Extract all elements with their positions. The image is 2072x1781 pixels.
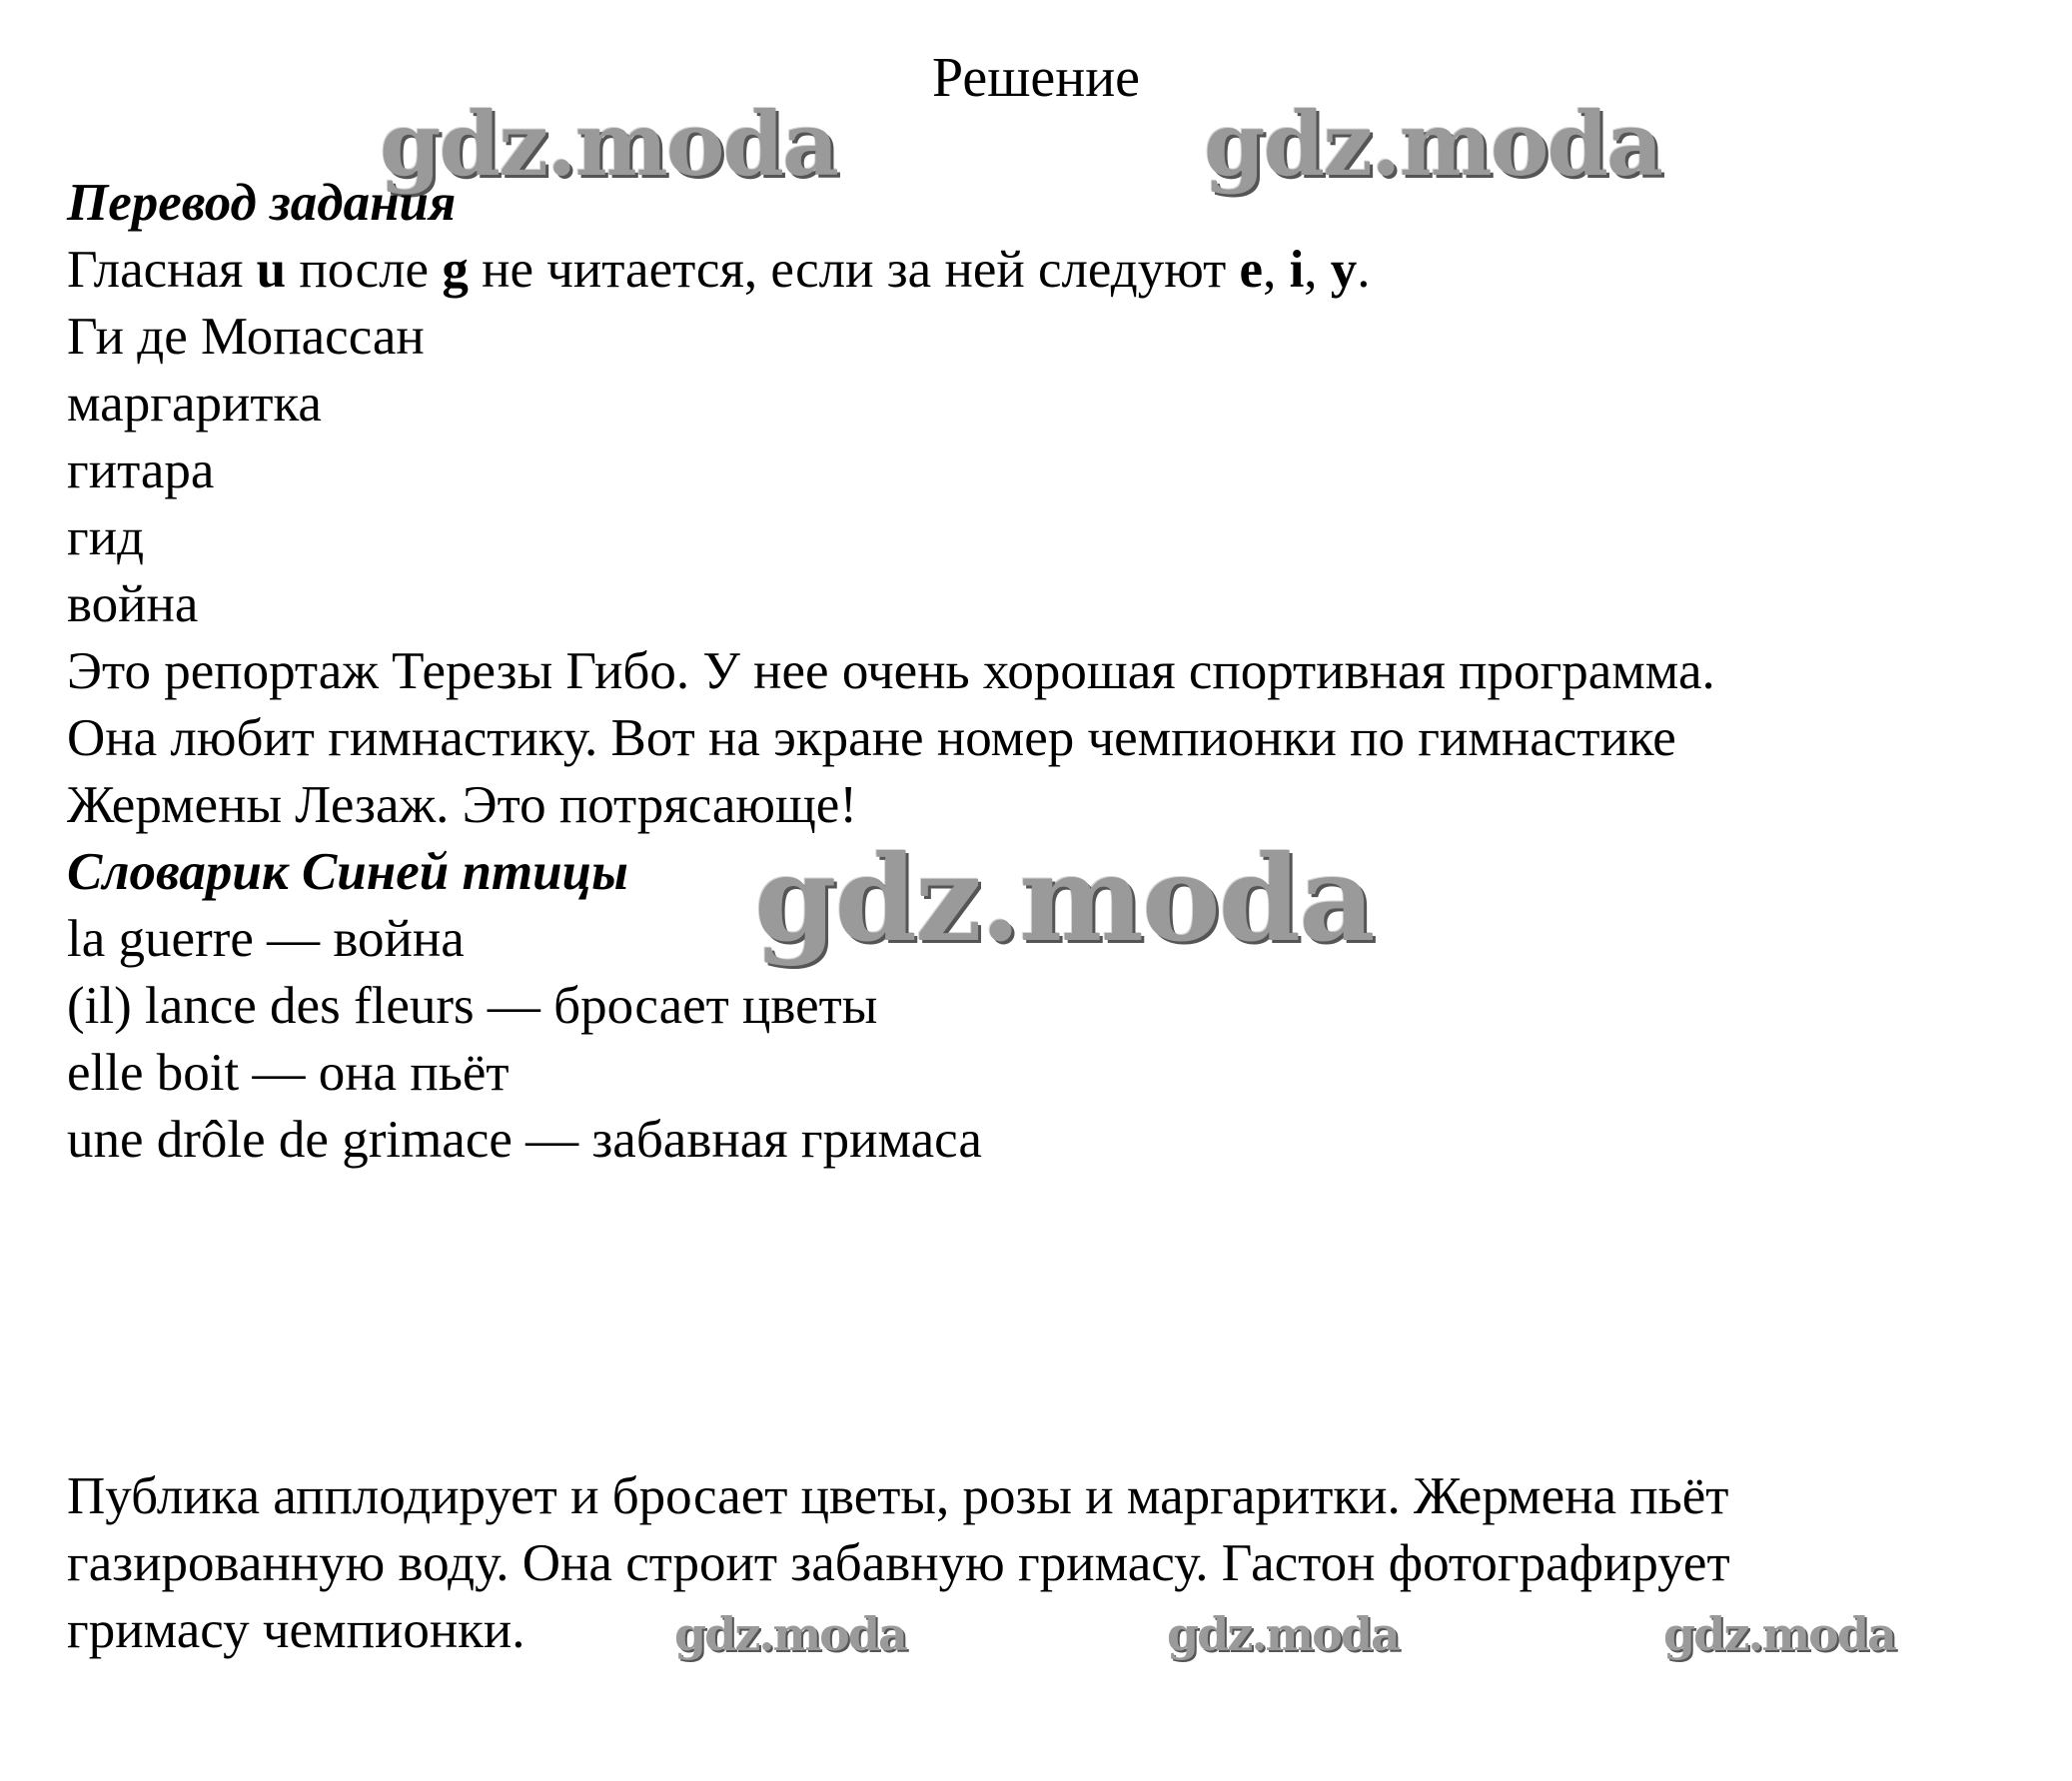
dictionary-section [67,829,2025,1174]
letter-e: e [1239,241,1264,299]
letter-g: g [442,241,469,299]
paragraph-line: газированную воду. Она строит забавную гримасу. Гастон фотографирует [67,1534,1730,1592]
letter-i: i [1289,241,1305,299]
watermark-top-left: gdz.moda [380,92,838,196]
rule-sentence: Гласная u после g не читается, если за ней следуют e, i, y. [67,241,1371,299]
section-heading-dictionary: Словарик Синей птицы [67,843,628,901]
dictionary-entry: (il) lance des fleurs — бросает цветы [67,977,878,1035]
word-item: гид [67,508,145,566]
page-title: Решение [931,47,1141,109]
word-item: маргаритка [67,375,322,433]
dictionary-entry: elle boit — она пьёт [67,1044,510,1102]
word-item: Ги де Мопассан [67,308,425,366]
letter-u: u [256,241,287,299]
dictionary-entry: une drôle de grimace — забавная гримаса [67,1111,982,1169]
watermark-bottom-1: gdz.moda [674,1607,906,1661]
word-item: война [67,575,199,633]
letter-y: y [1330,241,1358,299]
paragraph-line: Публика апплодирует и бросает цветы, розы и маргаритки. Жермена пьёт [67,1467,1729,1525]
watermark-middle: gdz.moda [754,829,1374,968]
watermark-bottom-3: gdz.moda [1663,1607,1895,1661]
word-item: гитара [67,442,215,499]
translation-section [67,170,2025,839]
paragraph-line: гримасу чемпионки. [67,1601,525,1659]
paragraph-line: Она любит гимнастику. Вот на экране номер чемпионки по гимнастике [67,709,1676,767]
watermark-bottom-2: gdz.moda [1167,1607,1399,1661]
paragraph-line: Это репортаж Терезы Гибо. У нее очень хорошая спортивная программа. [67,642,1715,700]
final-paragraph [67,1463,2025,1664]
watermark-top-right: gdz.moda [1204,92,1662,196]
paragraph-line: Жермены Лезаж. Это потрясающе! [67,776,857,834]
dictionary-entry: la guerre — война [67,910,465,968]
section-heading-translation: Перевод задания [67,174,457,232]
